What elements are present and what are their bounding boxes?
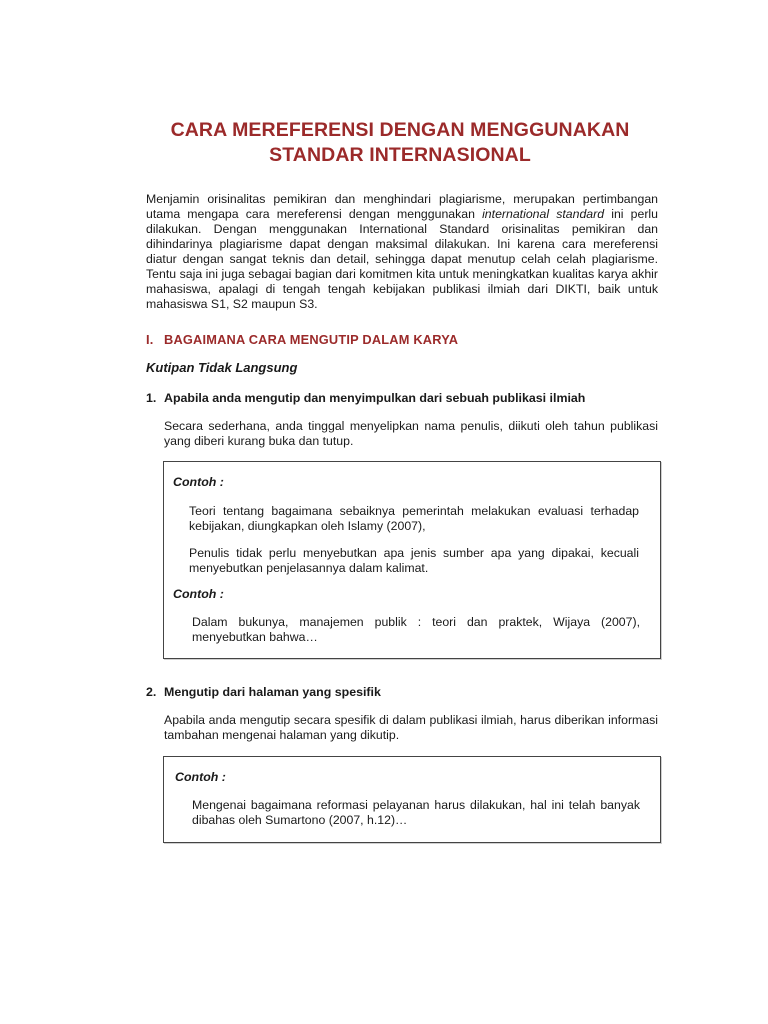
example-text-1: Teori tentang bagaimana sebaiknya pemerintah melakukan evaluasi terhadap kebijakan, diungkapkan oleh Islamy (2007), [189, 504, 639, 533]
title-line-2: STANDAR INTERNASIONAL [269, 144, 531, 166]
example-text-2: Dalam bukunya, manajemen publik : teori dan praktek, Wijaya (2007), menyebutkan bahwa… [192, 615, 640, 644]
example-box-2 [163, 756, 661, 843]
item-1-body: Secara sederhana, anda tinggal menyelipkan nama penulis, diikuti oleh tahun publikasi yang diberi kurang buka dan tutup. [164, 419, 658, 448]
section-heading-text: BAGAIMANA CARA MENGUTIP DALAM KARYA [164, 332, 459, 347]
document-title [120, 118, 680, 168]
example-label-3: Contoh : [175, 770, 226, 784]
item-1-number: 1. [146, 391, 157, 405]
item-1-heading [146, 390, 585, 406]
item-2-body: Apabila anda mengutip secara spesifik di dalam publikasi ilmiah, harus diberikan informasi tambahan mengenai halaman yang dikutip. [164, 713, 658, 742]
item-2-number: 2. [146, 685, 157, 699]
example-box-1 [163, 461, 661, 659]
intro-emphasis: international standard [482, 207, 605, 221]
example-text-3: Mengenai bagaimana reformasi pelayanan harus dilakukan, hal ini telah banyak dibahas oleh Sumartono (2007, h.12)… [192, 798, 640, 827]
intro-text-1: Menjamin orisinalitas pemikiran dan menghindari plagiarisme, merupakan pertimbangan utama mengapa cara mereferensi dengan menggunakan [146, 192, 658, 221]
item-2-heading [146, 684, 381, 700]
title-line-1: CARA MEREFERENSI DENGAN MENGGUNAKAN [170, 119, 630, 141]
item-1-heading-text: Apabila anda mengutip dan menyimpulkan dari sebuah publikasi ilmiah [164, 391, 586, 405]
example-label-2: Contoh : [173, 587, 224, 601]
item-2-heading-text: Mengutip dari halaman yang spesifik [164, 685, 381, 699]
example-label-1: Contoh : [173, 475, 224, 489]
intro-paragraph [146, 192, 658, 312]
intro-text-2: ini perlu dilakukan. Dengan menggunakan International Standard orisinalitas pemikiran dan dihindarinya plagiarisme dapat dengan maksimal dilakukan. Ini karena cara mereferensi diatur dengan sangat teknis dan detail, sehingga dapat menutup celah celah plagiarisme. Tentu saja ini juga sebagai bagian dari komitmen kita untuk meningkatkan kualitas karya akhir mahasiswa, apalagi di tengah tengah kebijakan publikasi ilmiah dari DIKTI, baik untuk mahasiswa S1, S2 maupun S3. [146, 207, 658, 311]
subheading: Kutipan Tidak Langsung [146, 360, 298, 375]
section-number: I. [146, 332, 154, 347]
section-heading [146, 332, 458, 348]
example-note: Penulis tidak perlu menyebutkan apa jenis sumber apa yang dipakai, kecuali menyebutkan penjelasannya dalam kalimat. [189, 546, 639, 575]
